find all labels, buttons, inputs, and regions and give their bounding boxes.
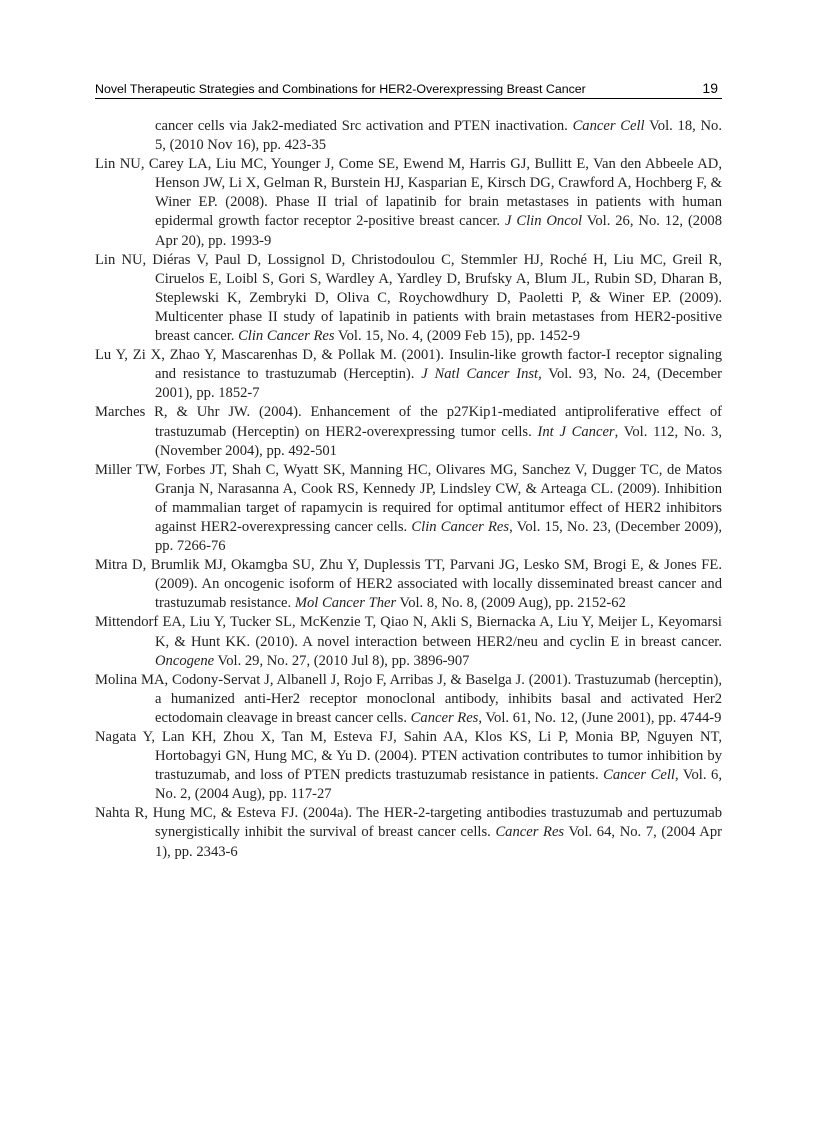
journal-name: Clin Cancer Res [411, 518, 510, 535]
citation-details: , Vol. 112, No. 3, (November 2004), pp. 492-501 [155, 423, 722, 459]
reference-entry [95, 251, 722, 346]
journal-name: Int J Cancer [537, 423, 615, 440]
citation-details: Vol. 93, No. 24, (December 2001), pp. 1852-7 [155, 366, 722, 402]
citation-details: , Vol. 6, No. 2, (2004 Aug), pp. 117-27 [155, 767, 722, 803]
reference-entry [95, 613, 722, 670]
page-number: 19 [702, 80, 718, 96]
running-header [95, 78, 722, 99]
reference-text: Mitra D, Brumlik MJ, Okamgba SU, Zhu Y, Duplessis TT, Parvani JG, Lesko SM, Brogi E, & Jones FE. (2009). An oncogenic isoform of HER2 associated with locally disseminated breast cancer and trastuzumab resistance. [95, 557, 722, 612]
reference-entry [95, 403, 722, 460]
citation-details: Vol. 18, No. 5, (2010 Nov 16), pp. 423-35 [155, 118, 722, 154]
reference-text: Lin NU, Carey LA, Liu MC, Younger J, Come SE, Ewend M, Harris GJ, Bullitt E, Van den Abbeele AD, Henson JW, Li X, Gelman R, Burstein HJ, Kasparian E, Kirsch DG, Crawford A, Hochberg F, & Winer EP. (2008). Phase II trial of lapatinib for brain metastases in patients with human epidermal growth factor receptor 2-positive breast cancer. [95, 156, 722, 230]
reference-continuation [95, 117, 722, 155]
journal-name: Cancer Res [410, 709, 479, 726]
reference-text: Lu Y, Zi X, Zhao Y, Mascarenhas D, & Pollak M. (2001). Insulin-like growth factor-I receptor signaling and resistance to trastuzumab (Herceptin). [95, 347, 722, 383]
citation-details: , Vol. 61, No. 12, (June 2001), pp. 4744-9 [478, 709, 722, 726]
journal-name: Cancer Cell [572, 118, 645, 134]
reference-list [95, 117, 722, 862]
reference-text: Mittendorf EA, Liu Y, Tucker SL, McKenzie T, Qiao N, Akli S, Biernacka A, Liu Y, Meijer L, Keyomarsi K, & Hunt KK. (2010). A novel interaction between HER2/neu and cyclin E in breast cancer. [95, 614, 722, 650]
citation-details: Vol. 26, No. 12, (2008 Apr 20), pp. 1993-9 [155, 213, 722, 249]
journal-name: Cancer Cell [603, 767, 675, 784]
running-title: Novel Therapeutic Strategies and Combinations for HER2-Overexpressing Breast Cancer [95, 82, 586, 96]
reference-text: Nagata Y, Lan KH, Zhou X, Tan M, Esteva FJ, Sahin AA, Klos KS, Li P, Monia BP, Nguyen NT, Hortobagyi GN, Hung MC, & Yu D. (2004). PTEN activation contributes to tumor inhibition by trastuzumab, and loss of PTEN predicts trastuzumab resistance in patients. [95, 729, 722, 784]
journal-name: Oncogene [155, 652, 215, 669]
journal-name: Cancer Res [495, 824, 565, 841]
reference-entry [95, 155, 722, 250]
journal-name: Clin Cancer Res [238, 328, 335, 345]
journal-name: Mol Cancer Ther [294, 595, 397, 612]
reference-text: Marches R, & Uhr JW. (2004). Enhancement of the p27Kip1-mediated antiproliferative effect of trastuzumab (Herceptin) on HER2-overexpressing tumor cells. [95, 404, 722, 440]
reference-entry [95, 804, 722, 861]
reference-text: cancer cells via Jak2-mediated Src activation and PTEN inactivation. [155, 118, 573, 134]
citation-details: Vol. 15, No. 4, (2009 Feb 15), pp. 1452-9 [334, 328, 581, 345]
journal-name: J Natl Cancer Inst, [421, 366, 542, 383]
citation-details: Vol. 29, No. 27, (2010 Jul 8), pp. 3896-907 [214, 652, 470, 669]
citation-details: , Vol. 15, No. 23, (December 2009), pp. 7266-76 [155, 518, 722, 555]
reference-text: Nahta R, Hung MC, & Esteva FJ. (2004a). The HER-2-targeting antibodies trastuzumab and pertuzumab synergistically inhibit the survival of breast cancer cells. [95, 805, 722, 841]
journal-name: J Clin Oncol [504, 213, 583, 230]
citation-details: Vol. 64, No. 7, (2004 Apr 1), pp. 2343-6 [155, 824, 722, 860]
reference-entry [95, 346, 722, 403]
reference-entry [95, 671, 722, 728]
reference-text: Molina MA, Codony-Servat J, Albanell J, Rojo F, Arribas J, & Baselga J. (2001). Trastuzumab (herceptin), a humanized anti-Her2 receptor monoclonal antibody, inhibits basal and activated Her2 ectodomain cleavage in breast cancer cells. [95, 671, 722, 726]
reference-text: Lin NU, Diéras V, Paul D, Lossignol D, Christodoulou C, Stemmler HJ, Roché H, Liu MC, Greil R, Ciruelos E, Loibl S, Gori S, Wardley A, Yardley D, Brufsky A, Blum JL, Rubin SD, Dharan B, Steplewski K, Zembryki D, Oliva C, Roychowdhury D, Paoletti P, & Winer EP. (2009). Multicenter phase II study of lapatinib in patients with brain metastases from HER2-positive breast cancer. [95, 251, 722, 345]
reference-entry [95, 728, 722, 804]
reference-text: Miller TW, Forbes JT, Shah C, Wyatt SK, Manning HC, Olivares MG, Sanchez V, Dugger TC, de Matos Granja N, Narasanna A, Cook RS, Kennedy JP, Lindsley CW, & Arteaga CL. (2009). Inhibition of mammalian target of rapamycin is required for optimal antitumor effect of HER2 inhibitors against HER2-overexpressing cancer cells. [95, 461, 722, 535]
citation-details: Vol. 8, No. 8, (2009 Aug), pp. 2152-62 [396, 595, 626, 612]
reference-entry [95, 556, 722, 613]
reference-entry [95, 461, 722, 556]
